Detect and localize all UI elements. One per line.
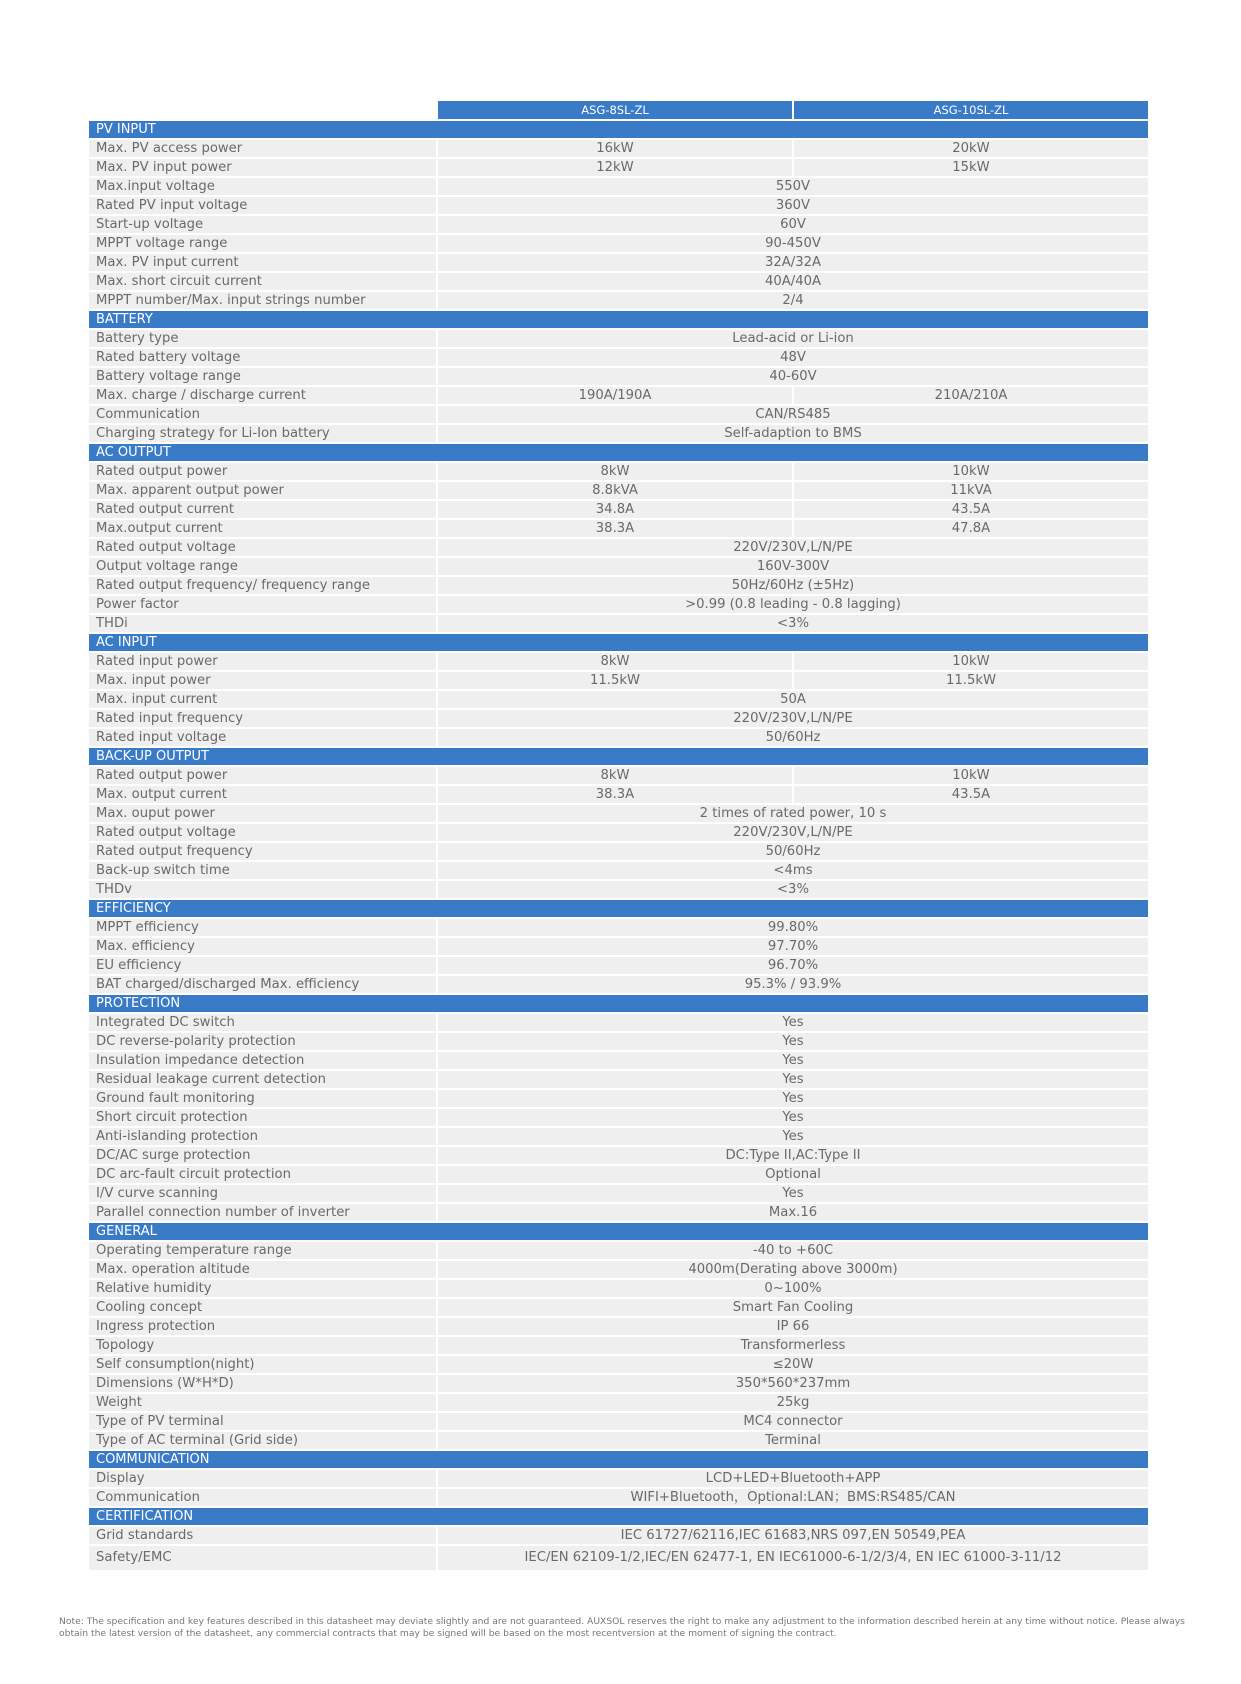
table-row bbox=[89, 1128, 1148, 1145]
table-row bbox=[89, 178, 1148, 195]
spec-label: Output voltage range bbox=[89, 558, 436, 575]
table-row bbox=[89, 1090, 1148, 1107]
spec-label: Max. PV input current bbox=[89, 254, 436, 271]
spec-value: 16kW bbox=[438, 140, 792, 157]
section-header: BACK-UP OUTPUT bbox=[89, 748, 1148, 765]
spec-value-merged: 2/4 bbox=[438, 292, 1148, 309]
spec-value: 12kW bbox=[438, 159, 792, 176]
spec-value-merged: 50A bbox=[438, 691, 1148, 708]
spec-label: MPPT voltage range bbox=[89, 235, 436, 252]
spec-label: Type of PV terminal bbox=[89, 1413, 436, 1430]
table-row bbox=[89, 406, 1148, 423]
table-row bbox=[89, 1470, 1148, 1487]
table-row bbox=[89, 1432, 1148, 1449]
spec-value-merged: 4000m(Derating above 3000m) bbox=[438, 1261, 1148, 1278]
spec-label: Max.input voltage bbox=[89, 178, 436, 195]
table-row bbox=[89, 159, 1148, 176]
spec-value-merged: Optional bbox=[438, 1166, 1148, 1183]
spec-value-merged: 50/60Hz bbox=[438, 729, 1148, 746]
spec-label: Ingress protection bbox=[89, 1318, 436, 1335]
spec-label: Dimensions (W*H*D) bbox=[89, 1375, 436, 1392]
table-row bbox=[89, 273, 1148, 290]
spec-label: Rated battery voltage bbox=[89, 349, 436, 366]
spec-label: Relative humidity bbox=[89, 1280, 436, 1297]
section-header: BATTERY bbox=[89, 311, 1148, 328]
spec-label: Max. ouput power bbox=[89, 805, 436, 822]
spec-label: DC reverse-polarity protection bbox=[89, 1033, 436, 1050]
spec-value-merged: IEC 61727/62116,IEC 61683,NRS 097,EN 50549,PEA bbox=[438, 1527, 1148, 1544]
spec-value: 20kW bbox=[794, 140, 1148, 157]
spec-value: 210A/210A bbox=[794, 387, 1148, 404]
disclaimer-note: Note: The specification and key features described in this datasheet may deviate slightly and are not guaranteed. AUXSOL reserves the right to make any adjustment to the information described herein at any time without notice. Please always obtain the latest version of the datasheet, any commercial contracts that may be signed will be based on the most recentversion at the moment of signing the contract. bbox=[59, 1616, 1185, 1639]
table-row bbox=[89, 292, 1148, 309]
spec-label: Max.output current bbox=[89, 520, 436, 537]
section-header: AC OUTPUT bbox=[89, 444, 1148, 461]
spec-value-merged: 40-60V bbox=[438, 368, 1148, 385]
spec-label: Rated input voltage bbox=[89, 729, 436, 746]
table-row bbox=[89, 653, 1148, 670]
table-row bbox=[89, 1280, 1148, 1297]
spec-value-merged: Yes bbox=[438, 1128, 1148, 1145]
spec-value-merged: 50/60Hz bbox=[438, 843, 1148, 860]
spec-value: 11.5kW bbox=[438, 672, 792, 689]
spec-value-merged: Yes bbox=[438, 1071, 1148, 1088]
spec-label: Safety/EMC bbox=[89, 1546, 436, 1570]
spec-value-merged: Yes bbox=[438, 1109, 1148, 1126]
table-row bbox=[89, 710, 1148, 727]
spec-value-merged: Yes bbox=[438, 1090, 1148, 1107]
table-row bbox=[89, 767, 1148, 784]
spec-value-merged: 0~100% bbox=[438, 1280, 1148, 1297]
spec-value-merged: 97.70% bbox=[438, 938, 1148, 955]
spec-label: Rated output power bbox=[89, 463, 436, 480]
section-header: PV INPUT bbox=[89, 121, 1148, 138]
spec-label: Parallel connection number of inverter bbox=[89, 1204, 436, 1221]
spec-value-merged: LCD+LED+Bluetooth+APP bbox=[438, 1470, 1148, 1487]
table-row bbox=[89, 1185, 1148, 1202]
table-row bbox=[89, 938, 1148, 955]
section-header: CERTIFICATION bbox=[89, 1508, 1148, 1525]
spec-label: Anti-islanding protection bbox=[89, 1128, 436, 1145]
table-row bbox=[89, 976, 1148, 993]
table-row bbox=[89, 539, 1148, 556]
spec-value-merged: <3% bbox=[438, 615, 1148, 632]
spec-value: 11.5kW bbox=[794, 672, 1148, 689]
table-row bbox=[89, 1261, 1148, 1278]
table-row bbox=[89, 558, 1148, 575]
spec-value-merged: Terminal bbox=[438, 1432, 1148, 1449]
spec-value: 43.5A bbox=[794, 501, 1148, 518]
spec-value-merged: Transformerless bbox=[438, 1337, 1148, 1354]
table-row bbox=[89, 1337, 1148, 1354]
spec-value-merged: Yes bbox=[438, 1014, 1148, 1031]
spec-value-merged: <4ms bbox=[438, 862, 1148, 879]
table-row bbox=[89, 197, 1148, 214]
spec-value-merged: 350*560*237mm bbox=[438, 1375, 1148, 1392]
spec-value-merged: MC4 connector bbox=[438, 1413, 1148, 1430]
spec-label: Rated input power bbox=[89, 653, 436, 670]
table-row bbox=[89, 1413, 1148, 1430]
table-row bbox=[89, 368, 1148, 385]
spec-value: 190A/190A bbox=[438, 387, 792, 404]
spec-value: 8kW bbox=[438, 767, 792, 784]
spec-label: Rated PV input voltage bbox=[89, 197, 436, 214]
table-row bbox=[89, 501, 1148, 518]
table-row bbox=[89, 520, 1148, 537]
spec-label: BAT charged/discharged Max. efficiency bbox=[89, 976, 436, 993]
spec-value-merged: Max.16 bbox=[438, 1204, 1148, 1221]
spec-value-merged: DC:Type II,AC:Type II bbox=[438, 1147, 1148, 1164]
spec-value: 43.5A bbox=[794, 786, 1148, 803]
table-row bbox=[89, 1394, 1148, 1411]
table-row bbox=[89, 1356, 1148, 1373]
spec-label: Type of AC terminal (Grid side) bbox=[89, 1432, 436, 1449]
spec-value: 38.3A bbox=[438, 786, 792, 803]
spec-value-merged: 50Hz/60Hz (±5Hz) bbox=[438, 577, 1148, 594]
table-row bbox=[89, 1242, 1148, 1259]
spec-label: Rated output power bbox=[89, 767, 436, 784]
spec-value-merged: Yes bbox=[438, 1185, 1148, 1202]
spec-label: Battery voltage range bbox=[89, 368, 436, 385]
spec-value-merged: IEC/EN 62109-1/2,IEC/EN 62477-1, EN IEC61000-6-1/2/3/4, EN IEC 61000-3-11/12 bbox=[438, 1546, 1148, 1570]
spec-label: Rated output frequency/ frequency range bbox=[89, 577, 436, 594]
spec-label: I/V curve scanning bbox=[89, 1185, 436, 1202]
table-row bbox=[89, 425, 1148, 442]
spec-value-merged: 48V bbox=[438, 349, 1148, 366]
spec-label: MPPT efficiency bbox=[89, 919, 436, 936]
spec-value-merged: 95.3% / 93.9% bbox=[438, 976, 1148, 993]
spec-label: Self consumption(night) bbox=[89, 1356, 436, 1373]
spec-value: 11kVA bbox=[794, 482, 1148, 499]
spec-value: 8.8kVA bbox=[438, 482, 792, 499]
spec-value: 47.8A bbox=[794, 520, 1148, 537]
spec-label: Insulation impedance detection bbox=[89, 1052, 436, 1069]
spec-label: Start-up voltage bbox=[89, 216, 436, 233]
table-row bbox=[89, 615, 1148, 632]
spec-value-merged: 32A/32A bbox=[438, 254, 1148, 271]
spec-value: 8kW bbox=[438, 653, 792, 670]
spec-label: Rated output voltage bbox=[89, 824, 436, 841]
section-header: GENERAL bbox=[89, 1223, 1148, 1240]
spec-label: Ground fault monitoring bbox=[89, 1090, 436, 1107]
table-row bbox=[89, 957, 1148, 974]
table-row bbox=[89, 843, 1148, 860]
spec-label: Communication bbox=[89, 406, 436, 423]
table-row bbox=[89, 1052, 1148, 1069]
spec-value: 10kW bbox=[794, 767, 1148, 784]
table-row bbox=[89, 387, 1148, 404]
table-row bbox=[89, 805, 1148, 822]
table-row bbox=[89, 729, 1148, 746]
spec-value-merged: Smart Fan Cooling bbox=[438, 1299, 1148, 1316]
model-header-row bbox=[89, 101, 1148, 119]
table-row bbox=[89, 1109, 1148, 1126]
table-row bbox=[89, 1147, 1148, 1164]
spec-value-merged: Lead-acid or Li-ion bbox=[438, 330, 1148, 347]
spec-label: Rated output current bbox=[89, 501, 436, 518]
spec-value-merged: 96.70% bbox=[438, 957, 1148, 974]
table-row bbox=[89, 1204, 1148, 1221]
spec-label: Charging strategy for Li-Ion battery bbox=[89, 425, 436, 442]
spec-label: Grid standards bbox=[89, 1527, 436, 1544]
spec-label: THDv bbox=[89, 881, 436, 898]
table-row bbox=[89, 577, 1148, 594]
spec-label: THDi bbox=[89, 615, 436, 632]
table-row bbox=[89, 596, 1148, 613]
spec-label: Max. output current bbox=[89, 786, 436, 803]
spec-value-merged: WIFI+Bluetooth，Optional:LAN；BMS:RS485/CAN bbox=[438, 1489, 1148, 1506]
spec-value: 34.8A bbox=[438, 501, 792, 518]
spec-value: 15kW bbox=[794, 159, 1148, 176]
spec-value-merged: 220V/230V,L/N/PE bbox=[438, 710, 1148, 727]
section-header: COMMUNICATION bbox=[89, 1451, 1148, 1468]
table-row bbox=[89, 1375, 1148, 1392]
spec-value-merged: Yes bbox=[438, 1033, 1148, 1050]
table-row bbox=[89, 672, 1148, 689]
spec-value: 10kW bbox=[794, 463, 1148, 480]
model-column-header: ASG-10SL-ZL bbox=[794, 101, 1148, 119]
spec-value-merged: Yes bbox=[438, 1052, 1148, 1069]
table-row bbox=[89, 862, 1148, 879]
table-row bbox=[89, 1071, 1148, 1088]
model-column-header: ASG-8SL-ZL bbox=[438, 101, 792, 119]
spec-label: Integrated DC switch bbox=[89, 1014, 436, 1031]
section-header: AC INPUT bbox=[89, 634, 1148, 651]
spec-label: Weight bbox=[89, 1394, 436, 1411]
spec-label: MPPT number/Max. input strings number bbox=[89, 292, 436, 309]
spec-label: Max. PV access power bbox=[89, 140, 436, 157]
spec-value-merged: 90-450V bbox=[438, 235, 1148, 252]
header-blank bbox=[89, 101, 436, 119]
table-row bbox=[89, 1546, 1148, 1570]
table-row bbox=[89, 140, 1148, 157]
spec-label: Rated input frequency bbox=[89, 710, 436, 727]
spec-label: Operating temperature range bbox=[89, 1242, 436, 1259]
spec-label: Max. input power bbox=[89, 672, 436, 689]
spec-value-merged: CAN/RS485 bbox=[438, 406, 1148, 423]
spec-label: Max. operation altitude bbox=[89, 1261, 436, 1278]
table-row bbox=[89, 919, 1148, 936]
spec-value-merged: 360V bbox=[438, 197, 1148, 214]
spec-label: EU efficiency bbox=[89, 957, 436, 974]
table-row bbox=[89, 330, 1148, 347]
spec-label: Max. charge / discharge current bbox=[89, 387, 436, 404]
table-row bbox=[89, 463, 1148, 480]
spec-label: DC arc-fault circuit protection bbox=[89, 1166, 436, 1183]
spec-label: Communication bbox=[89, 1489, 436, 1506]
table-row bbox=[89, 691, 1148, 708]
spec-value-merged: 25kg bbox=[438, 1394, 1148, 1411]
table-row bbox=[89, 216, 1148, 233]
spec-value: 38.3A bbox=[438, 520, 792, 537]
section-header: EFFICIENCY bbox=[89, 900, 1148, 917]
spec-label: Rated output voltage bbox=[89, 539, 436, 556]
spec-label: Cooling concept bbox=[89, 1299, 436, 1316]
spec-label: Max. efficiency bbox=[89, 938, 436, 955]
spec-value-merged: 2 times of rated power, 10 s bbox=[438, 805, 1148, 822]
spec-table bbox=[89, 101, 1148, 1572]
table-row bbox=[89, 786, 1148, 803]
spec-value-merged: 40A/40A bbox=[438, 273, 1148, 290]
table-row bbox=[89, 1014, 1148, 1031]
spec-value-merged: Self-adaption to BMS bbox=[438, 425, 1148, 442]
spec-value-merged: 160V-300V bbox=[438, 558, 1148, 575]
spec-label: Max. PV input power bbox=[89, 159, 436, 176]
spec-label: Topology bbox=[89, 1337, 436, 1354]
spec-label: Battery type bbox=[89, 330, 436, 347]
table-row bbox=[89, 254, 1148, 271]
spec-label: Max. short circuit current bbox=[89, 273, 436, 290]
table-row bbox=[89, 235, 1148, 252]
spec-label: Display bbox=[89, 1470, 436, 1487]
table-row bbox=[89, 1527, 1148, 1544]
spec-value-merged: IP 66 bbox=[438, 1318, 1148, 1335]
spec-label: Max. input current bbox=[89, 691, 436, 708]
table-row bbox=[89, 1166, 1148, 1183]
spec-table-body bbox=[89, 121, 1148, 1570]
spec-value-merged: 550V bbox=[438, 178, 1148, 195]
spec-value-merged: >0.99 (0.8 leading - 0.8 lagging) bbox=[438, 596, 1148, 613]
spec-value-merged: 99.80% bbox=[438, 919, 1148, 936]
spec-value-merged: <3% bbox=[438, 881, 1148, 898]
spec-label: Max. apparent output power bbox=[89, 482, 436, 499]
spec-value: 8kW bbox=[438, 463, 792, 480]
spec-value-merged: 220V/230V,L/N/PE bbox=[438, 539, 1148, 556]
table-row bbox=[89, 824, 1148, 841]
spec-label: Back-up switch time bbox=[89, 862, 436, 879]
table-row bbox=[89, 1299, 1148, 1316]
table-row bbox=[89, 1489, 1148, 1506]
table-row bbox=[89, 1033, 1148, 1050]
spec-label: Power factor bbox=[89, 596, 436, 613]
spec-value-merged: ≤20W bbox=[438, 1356, 1148, 1373]
table-row bbox=[89, 349, 1148, 366]
spec-label: DC/AC surge protection bbox=[89, 1147, 436, 1164]
spec-value-merged: -40 to +60C bbox=[438, 1242, 1148, 1259]
spec-label: Rated output frequency bbox=[89, 843, 436, 860]
spec-value-merged: 60V bbox=[438, 216, 1148, 233]
table-row bbox=[89, 482, 1148, 499]
spec-value: 10kW bbox=[794, 653, 1148, 670]
spec-label: Short circuit protection bbox=[89, 1109, 436, 1126]
table-row bbox=[89, 1318, 1148, 1335]
spec-label: Residual leakage current detection bbox=[89, 1071, 436, 1088]
table-row bbox=[89, 881, 1148, 898]
section-header: PROTECTION bbox=[89, 995, 1148, 1012]
spec-value-merged: 220V/230V,L/N/PE bbox=[438, 824, 1148, 841]
